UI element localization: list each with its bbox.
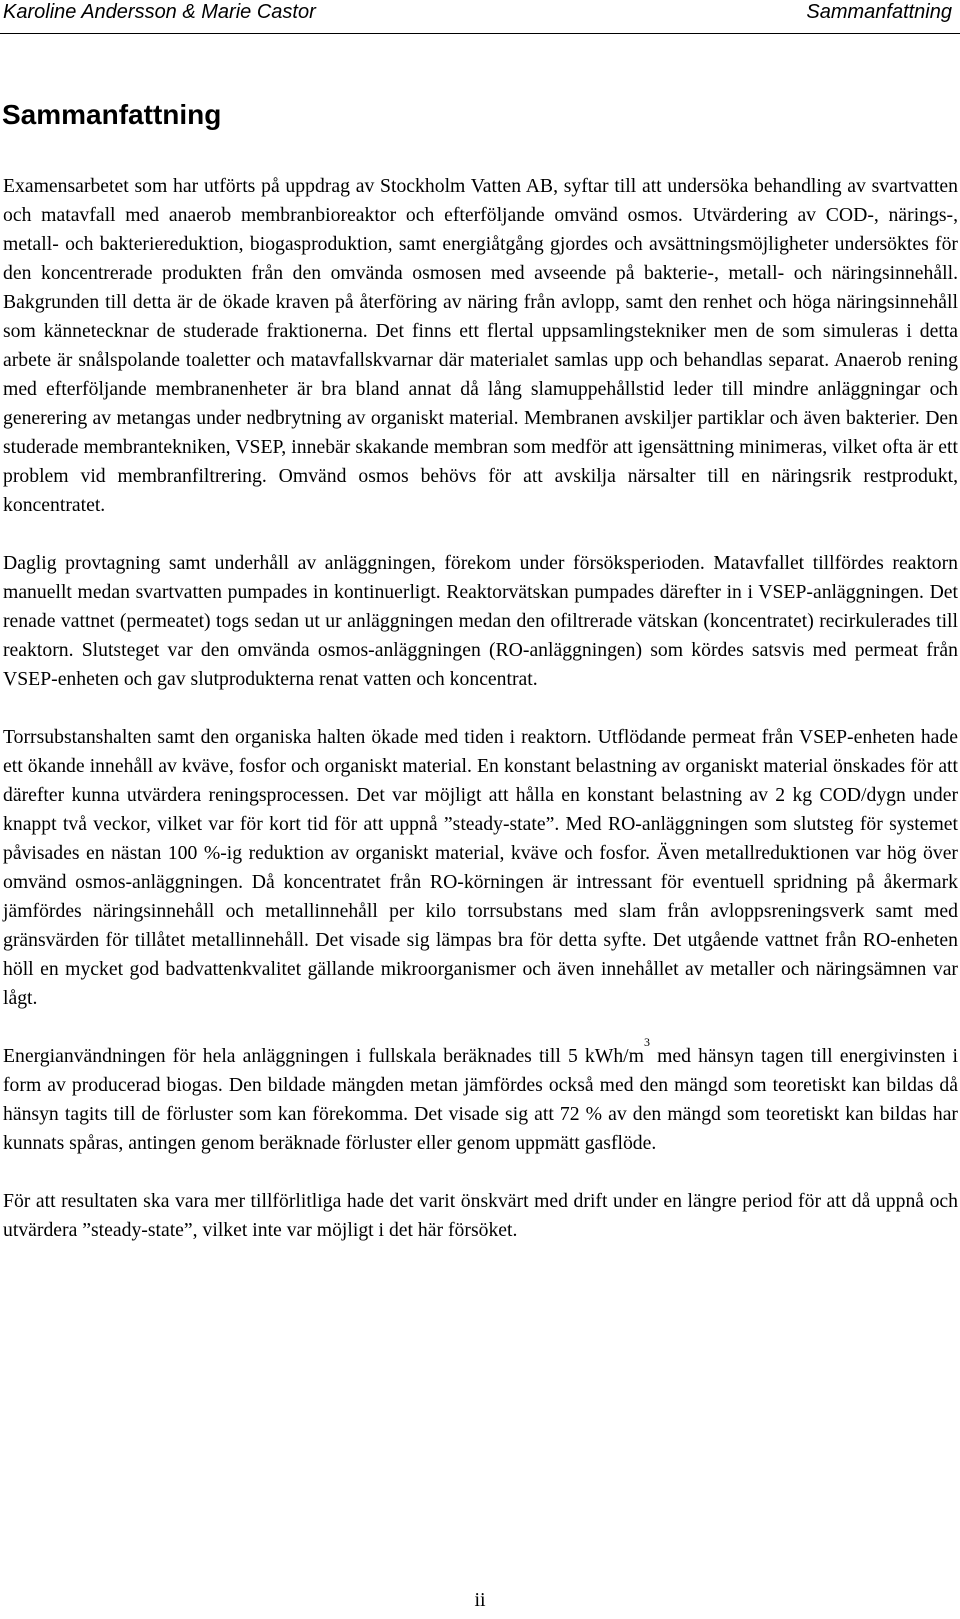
paragraph-energy [3, 1035, 959, 1158]
paragraph-results: Torrsubstanshalten samt den organiska halten ökade med tiden i reaktorn. Utflödande permeat från VSEP-enheten hade ett ökande innehåll av kväve, fosfor och organiskt material. En konstant belastning av organiskt material önskades för att därefter kunna utvärdera reningsprocessen. Det var möjligt att hålla en konstant belastning av 2 kg COD/dygn under knappt två veckor, vilket var för kort tid för att uppnå ”steady-state”. Med RO-anläggningen som slutsteg för systemet påvisades en nästan 100 %-ig reduktion av organiskt material, kväve och fosfor. Även metallreduktionen var hög över omvänd osmos-anläggningen. Då koncentratet från RO-körningen är intressant för eventuell spridning på åkermark jämfördes näringsinnehåll och metallinnehåll per kilo torrsubstans med slam från avloppsreningsverk samt med gränsvärden för tillåtet metallinnehåll. Det visade sig lämpas bra för detta syfte. Det utgående vattnet från RO-enheten höll en mycket god badvattenkvalitet gällande mikroorganismer och även innehållet av metaller och näringsämnen var lågt. [3, 726, 958, 1009]
paragraph-method: Daglig provtagning samt underhåll av anläggningen, förekom under försöksperioden. Matavfallet tillfördes reaktorn manuellt medan svartvatten pumpades in kontinuerligt. Reaktorvätskan pumpades därefter in i VSEP-anläggningen. Det renade vattnet (permeatet) togs sedan ut ur anläggningen medan den ofiltrerade vätskan (koncentratet) recirkulerades till reaktorn. Slutsteget var den omvända osmos-anläggningen (RO-anläggningen) som kördes satsvis med permeat från VSEP-enheten och gav slutprodukterna renat vatten och koncentrat. [3, 552, 958, 690]
page-title: Sammanfattning [2, 99, 222, 130]
page-number: ii [474, 1589, 486, 1611]
header-section-title: Sammanfattning [806, 1, 952, 23]
unit-superscript: 3 [643, 1035, 650, 1050]
energy-text-before: Energianvändningen för hela anläggningen i fullskala beräknades till 5 kWh/m [3, 1045, 644, 1067]
body-text [3, 172, 960, 1274]
paragraph-purpose: Examensarbetet som har utförts på uppdrag av Stockholm Vatten AB, syftar till att undersöka behandling av svartvatten och matavfall med anaerob membranbioreaktor och efterföljande omvänd osmos. Utvärdering av COD-, närings-, metall- och bakteriereduktion, biogasproduktion, samt energiåtgång gjordes och avsättningsmöjligheter undersöktes för den koncentrerade produkten från den omvända osmosen med avseende på bakterie-, metall- och näringsinnehåll. Bakgrunden till detta är de ökade kraven på återföring av näring från avlopp, samt den renhet och höga näringsinnehåll som kännetecknar de studerade fraktionerna. Det finns ett flertal uppsamlingstekniker men de som simuleras i detta arbete är snålspolande toaletter och matavfallskvarnar där materialet samlas upp och behandlas separat. Anaerob rening med efterföljande membranenheter är bra bland annat då lång slamuppehållstid leder till mindre anläggningar och generering av metangas under nedbrytning av organiskt material. Membranen avskiljer partiklar och även bakterier. Den studerade membrantekniken, VSEP, innebär skakande membran som medför att igensättning minimeras, vilket ofta är ett problem vid membranfiltrering. Omvänd osmos behövs för att avskilja närsalter till en näringsrik restprodukt, koncentratet. [3, 175, 958, 516]
paragraph-conclusion: För att resultaten ska vara mer tillförlitliga hade det varit önskvärt med drift under en längre period för att då uppnå och utvärdera ”steady-state”, vilket inte var möjligt i det här försöket. [3, 1190, 958, 1241]
energy-text-after: med hänsyn tagen till energivinsten i form av producerad biogas. Den bildade mängden metan jämfördes också med den mängd som teoretiskt kan bildas då hänsyn tagits till de förluster som kan förekomma. Det visade sig att 72 % av den mängd som teoretiskt kan bildas har kunnats spåras, antingen genom beräknade förluster eller genom uppmätt gasflöde. [3, 1045, 959, 1154]
page-header [0, 0, 960, 34]
header-authors: Karoline Andersson & Marie Castor [3, 1, 316, 23]
